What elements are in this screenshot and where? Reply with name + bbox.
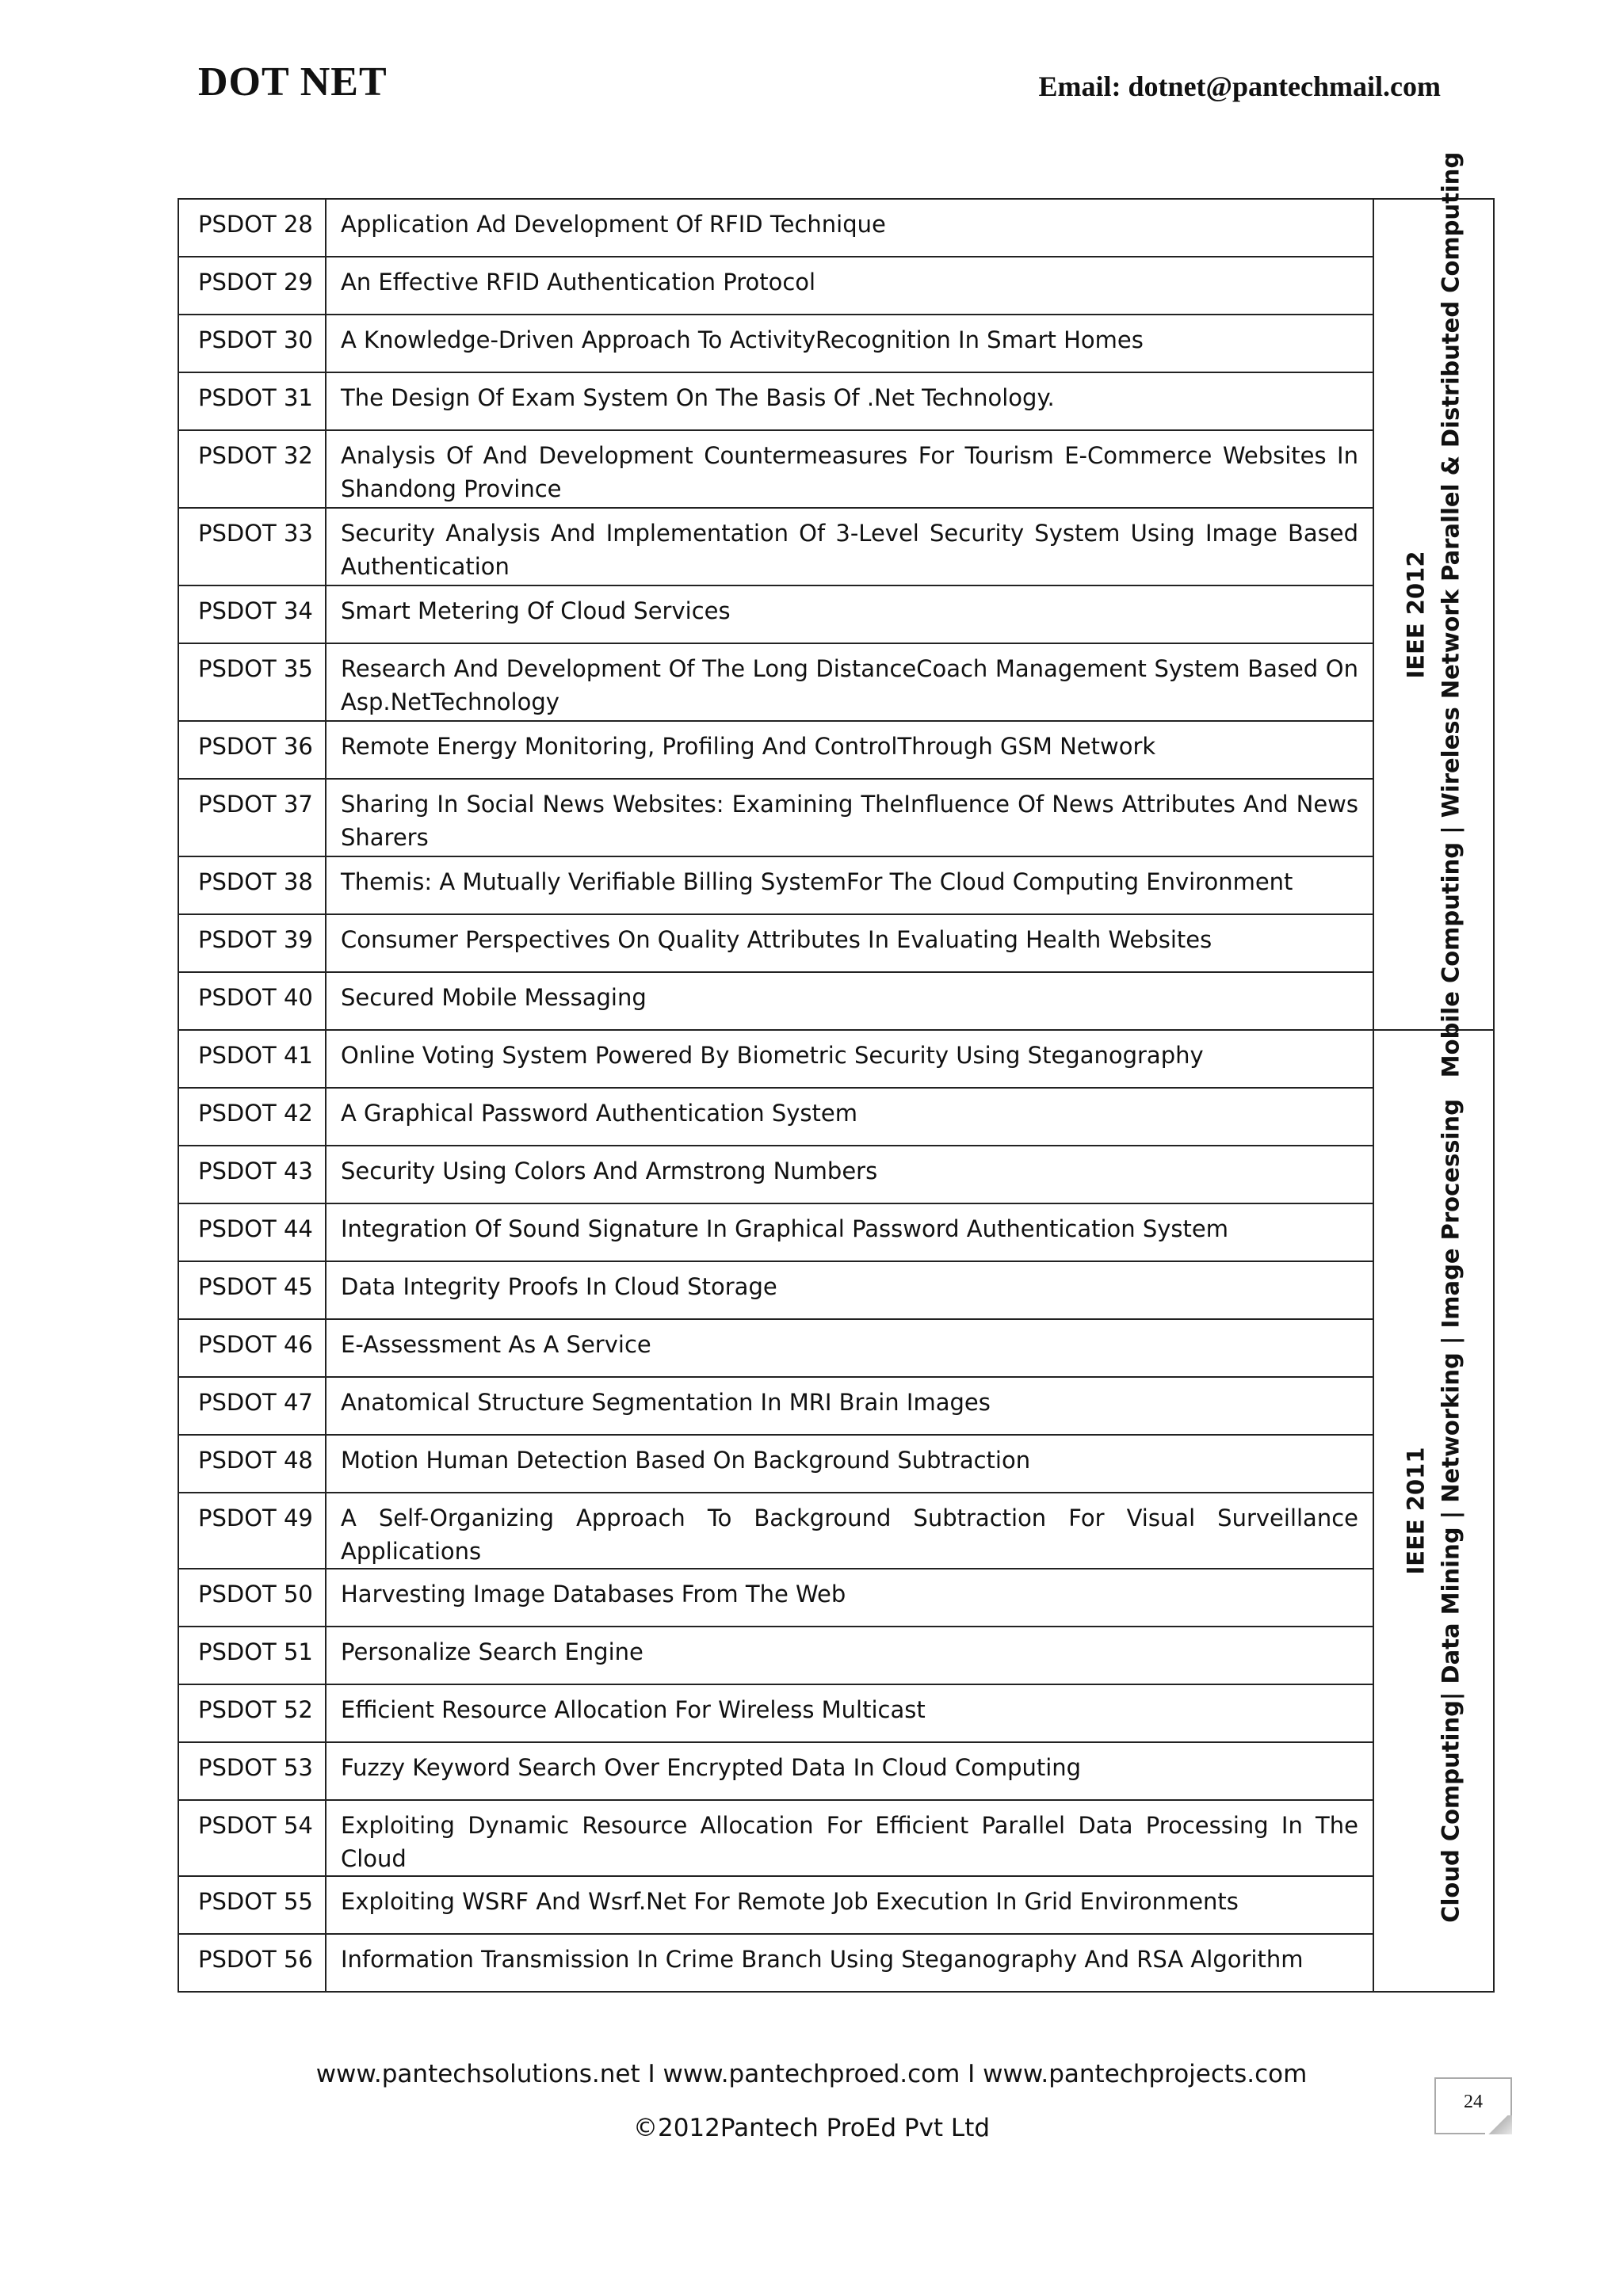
contact-email: Email: dotnet@pantechmail.com [1038, 71, 1441, 102]
project-code: PSDOT 42 [178, 1088, 326, 1146]
category-label [1400, 1099, 1468, 1923]
project-code: PSDOT 47 [178, 1377, 326, 1435]
document-title: DOT NET [198, 59, 388, 105]
table-row [178, 1435, 1494, 1493]
project-title: Sharing In Social News Websites: Examining TheInfluence Of News Attributes And News Sharers [326, 779, 1373, 856]
project-code: PSDOT 55 [178, 1876, 326, 1934]
project-code: PSDOT 38 [178, 856, 326, 914]
table-row [178, 914, 1494, 972]
project-code: PSDOT 50 [178, 1569, 326, 1627]
table-row [178, 585, 1494, 643]
project-title: Anatomical Structure Segmentation In MRI Brain Images [326, 1377, 1373, 1435]
table-row [178, 1088, 1494, 1146]
project-title: Application Ad Development Of RFID Technique [326, 199, 1373, 257]
table-row [178, 372, 1494, 430]
table-row [178, 1377, 1494, 1435]
project-code: PSDOT 44 [178, 1203, 326, 1261]
project-title: Fuzzy Keyword Search Over Encrypted Data In Cloud Computing [326, 1742, 1373, 1800]
project-code: PSDOT 37 [178, 779, 326, 856]
project-code: PSDOT 36 [178, 721, 326, 779]
project-code: PSDOT 52 [178, 1684, 326, 1742]
project-title: Personalize Search Engine [326, 1627, 1373, 1684]
table-row [178, 972, 1494, 1030]
table-row [178, 315, 1494, 372]
table-row [178, 1030, 1494, 1088]
project-title: E-Assessment As A Service [326, 1319, 1373, 1377]
footer-copyright: ©2012Pantech ProEd Pvt Ltd [632, 2114, 991, 2142]
project-code: PSDOT 33 [178, 508, 326, 585]
table-row [178, 1876, 1494, 1934]
projects-table-body [178, 151, 1494, 1992]
project-code: PSDOT 54 [178, 1800, 326, 1876]
table-row [178, 779, 1494, 856]
project-code: PSDOT 29 [178, 257, 326, 315]
project-code: PSDOT 53 [178, 1742, 326, 1800]
category-domains: Mobile Computing | Wireless Network Parallel & Distributed Computing [1437, 151, 1464, 1077]
project-title: Exploiting WSRF And Wsrf.Net For Remote Job Execution In Grid Environments [326, 1876, 1373, 1934]
project-code: PSDOT 31 [178, 372, 326, 430]
category-year: IEEE 2012 [1402, 550, 1430, 679]
project-title: The Design Of Exam System On The Basis Of .Net Technology. [326, 372, 1373, 430]
table-row [178, 856, 1494, 914]
project-title: Online Voting System Powered By Biometric Security Using Steganography [326, 1030, 1373, 1088]
table-row [178, 1742, 1494, 1800]
project-title: A Knowledge-Driven Approach To ActivityRecognition In Smart Homes [326, 315, 1373, 372]
project-code: PSDOT 39 [178, 914, 326, 972]
category-year: IEEE 2011 [1402, 1447, 1430, 1575]
table-row [178, 1684, 1494, 1742]
table-row [178, 1800, 1494, 1876]
project-title: Data Integrity Proofs In Cloud Storage [326, 1261, 1373, 1319]
project-code: PSDOT 43 [178, 1146, 326, 1203]
project-title: Consumer Perspectives On Quality Attributes In Evaluating Health Websites [326, 914, 1373, 972]
table-row [178, 257, 1494, 315]
table-row [178, 1319, 1494, 1377]
project-code: PSDOT 45 [178, 1261, 326, 1319]
project-title: Remote Energy Monitoring, Profiling And ControlThrough GSM Network [326, 721, 1373, 779]
project-code: PSDOT 41 [178, 1030, 326, 1088]
table-row [178, 1569, 1494, 1627]
project-title: Security Using Colors And Armstrong Numbers [326, 1146, 1373, 1203]
projects-table [178, 151, 1495, 1993]
project-code: PSDOT 35 [178, 643, 326, 721]
table-row [178, 1261, 1494, 1319]
projects-table-container [178, 151, 1493, 1993]
table-row [178, 430, 1494, 508]
project-title: Integration Of Sound Signature In Graphical Password Authentication System [326, 1203, 1373, 1261]
category-cell [1373, 1030, 1494, 1992]
project-title: Exploiting Dynamic Resource Allocation For Efficient Parallel Data Processing In The Cloud [326, 1800, 1373, 1876]
table-row [178, 1627, 1494, 1684]
project-title: Information Transmission In Crime Branch Using Steganography And RSA Algorithm [326, 1934, 1373, 1992]
table-row [178, 508, 1494, 585]
table-row [178, 199, 1494, 257]
table-row [178, 1493, 1494, 1569]
table-row [178, 1203, 1494, 1261]
project-title: Motion Human Detection Based On Background Subtraction [326, 1435, 1373, 1493]
project-code: PSDOT 30 [178, 315, 326, 372]
project-code: PSDOT 56 [178, 1934, 326, 1992]
project-code: PSDOT 40 [178, 972, 326, 1030]
table-row [178, 721, 1494, 779]
project-code: PSDOT 49 [178, 1493, 326, 1569]
page-curl-icon [1485, 2115, 1512, 2134]
project-title: A Graphical Password Authentication System [326, 1088, 1373, 1146]
project-code: PSDOT 51 [178, 1627, 326, 1684]
project-code: PSDOT 46 [178, 1319, 326, 1377]
category-cell [1373, 151, 1494, 1077]
project-title: A Self-Organizing Approach To Background Subtraction For Visual Surveillance Applications [326, 1493, 1373, 1569]
project-code: PSDOT 48 [178, 1435, 326, 1493]
project-title: An Effective RFID Authentication Protocol [326, 257, 1373, 315]
project-code: PSDOT 28 [178, 199, 326, 257]
project-title: Harvesting Image Databases From The Web [326, 1569, 1373, 1627]
project-title: Efficient Resource Allocation For Wireless Multicast [326, 1684, 1373, 1742]
project-code: PSDOT 32 [178, 430, 326, 508]
project-code: PSDOT 34 [178, 585, 326, 643]
footer-links: www.pantechsolutions.net I www.pantechproed.com I www.pantechprojects.com [315, 2060, 1308, 2088]
category-label [1400, 151, 1468, 1077]
page-number-badge [1434, 2077, 1512, 2134]
table-row [178, 1146, 1494, 1203]
table-row [178, 1934, 1494, 1992]
category-domains: Cloud Computing| Data Mining | Networking | Image Processing [1437, 1099, 1464, 1923]
project-title: Research And Development Of The Long DistanceCoach Management System Based On Asp.NetTechnology [326, 643, 1373, 721]
page-number: 24 [1464, 2092, 1483, 2112]
project-title: Secured Mobile Messaging [326, 972, 1373, 1030]
table-row [178, 643, 1494, 721]
project-title: Themis: A Mutually Verifiable Billing SystemFor The Cloud Computing Environment [326, 856, 1373, 914]
project-title: Smart Metering Of Cloud Services [326, 585, 1373, 643]
project-title: Analysis Of And Development Countermeasures For Tourism E-Commerce Websites In Shandong Province [326, 430, 1373, 508]
project-title: Security Analysis And Implementation Of 3-Level Security System Using Image Based Authentication [326, 508, 1373, 585]
